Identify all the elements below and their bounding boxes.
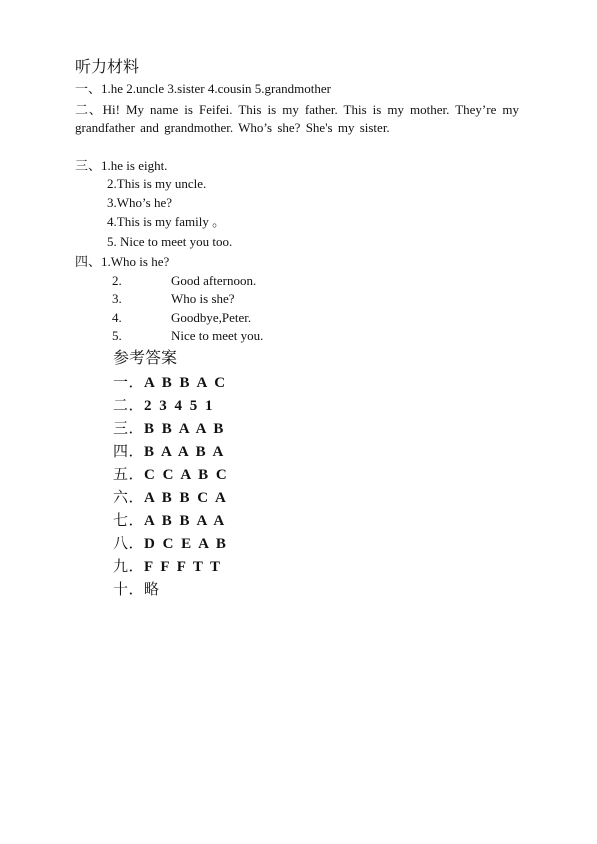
answer-value: A B B A C	[144, 375, 228, 391]
part-four-num-5: 5.	[112, 328, 122, 343]
answer-value: F F F T T	[144, 559, 223, 575]
answer-row-2	[113, 395, 215, 416]
answer-row-10	[113, 579, 160, 599]
part-two-passage: 二、Hi! My name is Feifei. This is my father. This is my mother. They’re my grandfather and grandmother. Who’s she? She's my sister.	[75, 102, 519, 135]
part-four-num-4: 4.	[112, 310, 122, 325]
answer-value: D C E A B	[144, 536, 228, 552]
part-four-text-2: Good afternoon.	[171, 273, 257, 288]
part-four-text-4: Goodbye,Peter.	[171, 310, 252, 325]
part-one-words: 一、1.he 2.uncle 3.sister 4.cousin 5.grandmother	[75, 81, 331, 96]
answer-label: 四．	[113, 442, 145, 460]
part-four-text-5: Nice to meet you.	[171, 328, 264, 343]
answer-label: 一．	[113, 373, 145, 391]
answer-row-3	[113, 418, 225, 439]
answer-label: 三．	[113, 419, 145, 437]
answer-label: 二．	[113, 396, 145, 414]
part-three-line-3: 3.Who’s he?	[107, 195, 172, 210]
answer-value: A B B A A	[144, 513, 227, 529]
answer-label: 十．	[113, 580, 145, 598]
part-three-line-4: 4.This is my family 。	[107, 214, 226, 229]
answer-value: C C A B C	[144, 467, 229, 483]
answer-row-6	[113, 487, 228, 508]
answer-row-5	[113, 464, 229, 485]
answer-label: 九．	[113, 557, 145, 575]
part-four-num-3: 3.	[112, 291, 122, 306]
answer-value: B B A A B	[144, 421, 226, 437]
answer-label: 六．	[113, 488, 145, 506]
answer-row-4	[113, 441, 225, 462]
answer-key-title: 参考答案	[113, 348, 178, 367]
answer-row-1	[113, 372, 227, 393]
answer-label: 八．	[113, 534, 145, 552]
part-three-line-2: 2.This is my uncle.	[107, 176, 207, 191]
part-three-line-1: 三、1.he is eight.	[75, 158, 168, 173]
answer-value: 略	[144, 580, 160, 598]
answer-value: 2 3 4 5 1	[144, 398, 215, 414]
part-four-num-2: 2.	[112, 273, 122, 288]
listening-material-title: 听力材料	[75, 57, 140, 76]
answer-value: B A A B A	[144, 444, 226, 460]
answer-row-7	[113, 510, 226, 531]
answer-row-8	[113, 533, 228, 554]
answer-label: 七．	[113, 511, 145, 529]
part-four-line-1: 四、1.Who is he?	[75, 254, 170, 269]
part-three-line-5: 5. Nice to meet you too.	[107, 234, 233, 249]
part-four-text-3: Who is she?	[171, 291, 235, 306]
answer-value: A B B C A	[144, 490, 228, 506]
answer-label: 五．	[113, 465, 145, 483]
answer-row-9	[113, 556, 222, 577]
